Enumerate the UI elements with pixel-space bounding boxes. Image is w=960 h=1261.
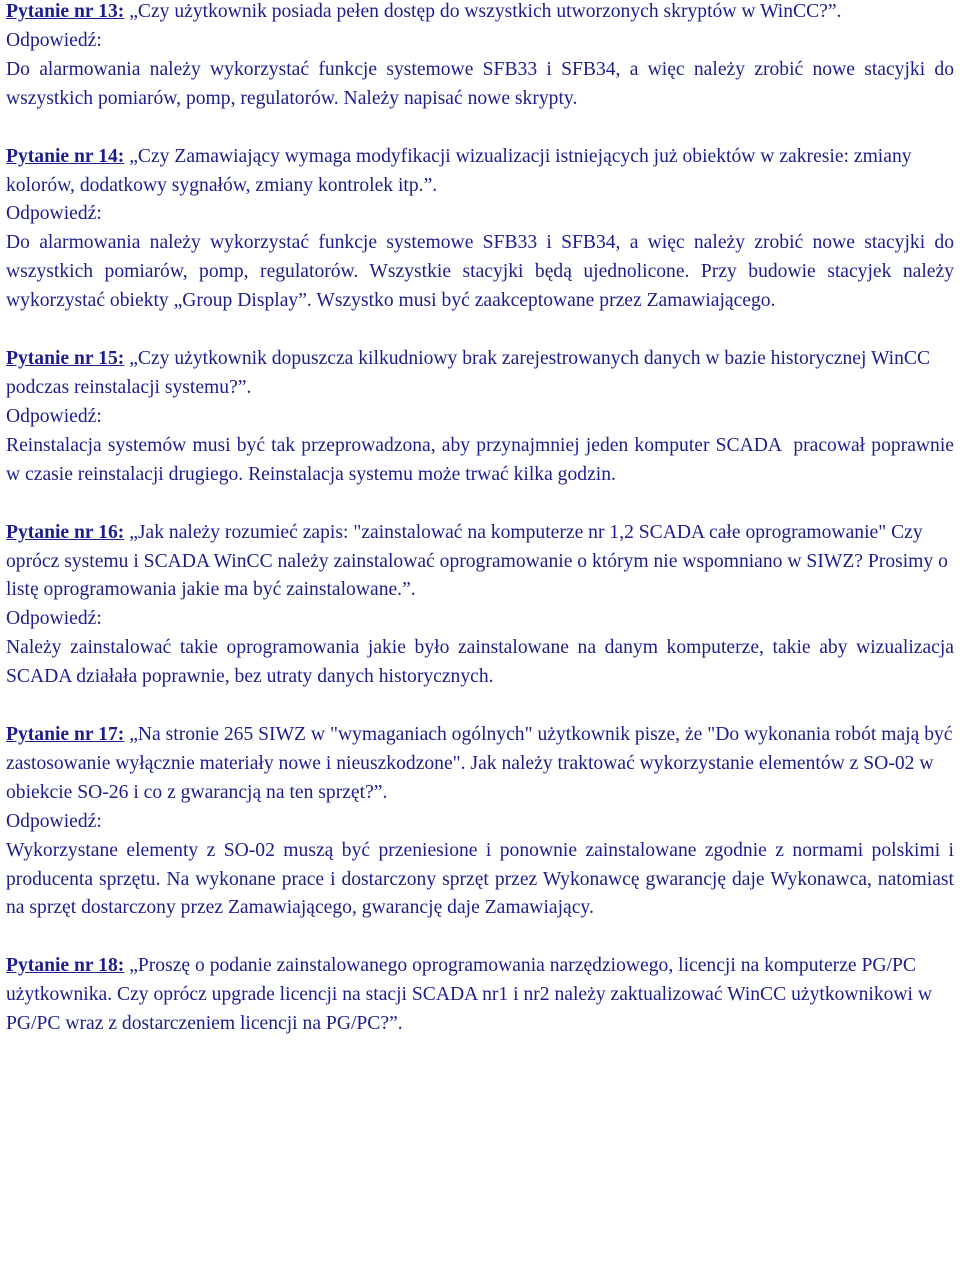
- question-text: „Czy użytkownik posiada pełen dostęp do wszystkich utworzonych skryptów w WinCC?”.: [129, 1, 842, 22]
- qa-block-14: [6, 143, 954, 316]
- answer-text: Do alarmowania należy wykorzystać funkcje systemowe SFB33 i SFB34, a więc należy zrobić nowe stacyjki do wszystkich pomiarów, pomp, regulatorów. Wszystkie stacyjki będą ujednolicone. Przy budowie stacyjek należy wykorzystać obiekty „Group Display”. Wszystko musi być zaakceptowane przez Zamawiającego.: [6, 232, 954, 312]
- question-label: Pytanie nr 15:: [6, 348, 125, 370]
- answer-text: Należy zainstalować takie oprogramowania jakie było zainstalowane na danym komputerze, takie aby wizualizacja SCADA działała poprawnie, bez utraty danych historycznych.: [6, 637, 954, 688]
- question-text: „Na stronie 265 SIWZ w "wymaganiach ogólnych" użytkownik pisze, że "Do wykonania robót mają być zastosowanie wyłącznie materiały nowe i nieuszkodzone". Jak należy traktować wykorzystanie elementów z SO-02 w obiekcie SO-26 i co z gwarancją na ten sprzęt?”.: [6, 724, 953, 803]
- question-18: [6, 952, 954, 1039]
- answer-label: Odpowiedź:: [6, 608, 102, 630]
- question-text: „Czy Zamawiający wymaga modyfikacji wizualizacji istniejących już obiektów w zakresie: zmiany kolorów, dodatkowy sygnałów, zmiany kontrolek itp.”.: [6, 145, 912, 196]
- answer-label: Odpowiedź:: [6, 29, 102, 51]
- qa-block-13: [6, 0, 954, 114]
- question-label: Pytanie nr 13:: [6, 1, 125, 22]
- answer-label: Odpowiedź:: [6, 405, 102, 427]
- question-text: „Czy użytkownik dopuszcza kilkudniowy brak zarejestrowanych danych w bazie historycznej WinCC podczas reinstalacji systemu?”.: [6, 348, 931, 398]
- question-14: [6, 143, 954, 201]
- answer-text: Reinstalacja systemów musi być tak przeprowadzona, aby przynajmniej jeden komputer SCADA pracował poprawnie w czasie reinstalacji drugiego. Reinstalacja systemu może trwać kilka godzin.: [6, 434, 959, 485]
- question-label: Pytanie nr 18:: [6, 955, 125, 977]
- answer-label: Odpowiedź:: [6, 203, 102, 225]
- qa-block-17: [6, 721, 954, 923]
- question-label: Pytanie nr 16:: [6, 521, 125, 543]
- question-13: [6, 0, 954, 27]
- qa-block-15: [6, 345, 959, 490]
- answer-label: Odpowiedź:: [6, 810, 102, 832]
- question-label: Pytanie nr 17:: [6, 724, 125, 746]
- qa-block-18: [6, 952, 954, 1039]
- answer-text: Wykorzystane elementy z SO-02 muszą być przeniesione i ponownie zainstalowane zgodnie z normami polskimi i producenta sprzętu. Na wykonane prace i dostarczony sprzęt przez Wykonawcę gwarancję daje Wykonawca, natomiast na sprzęt dostarczony przez Zamawiającego, gwarancję daje Zamawiający.: [6, 839, 954, 919]
- question-text: „Proszę o podanie zainstalowanego oprogramowania narzędziowego, licencji na komputerze PG/PC użytkownika. Czy oprócz upgrade licencji na stacji SCADA nr1 i nr2 należy zaktualizować WinCC użytkownikowi w PG/PC wraz z dostarczeniem licencji na PG/PC?”.: [6, 955, 933, 1035]
- qa-block-16: [6, 519, 954, 692]
- question-label: Pytanie nr 14:: [6, 145, 125, 167]
- answer-text: Do alarmowania należy wykorzystać funkcje systemowe SFB33 i SFB34, a więc należy zrobić nowe stacyjki do wszystkich pomiarów, pomp, regulatorów. Należy napisać nowe skrypty.: [6, 58, 954, 109]
- question-15: [6, 345, 954, 403]
- question-17: [6, 721, 954, 808]
- question-16: [6, 519, 954, 606]
- question-text: „Jak należy rozumieć zapis: "zainstalować na komputerze nr 1,2 SCADA całe oprogramowanie" Czy oprócz systemu i SCADA WinCC należy zainstalować oprogramowanie o którym nie wspomniano w SIWZ? Prosimy o listę oprogramowania jakie ma być zainstalowane.”.: [6, 521, 948, 601]
